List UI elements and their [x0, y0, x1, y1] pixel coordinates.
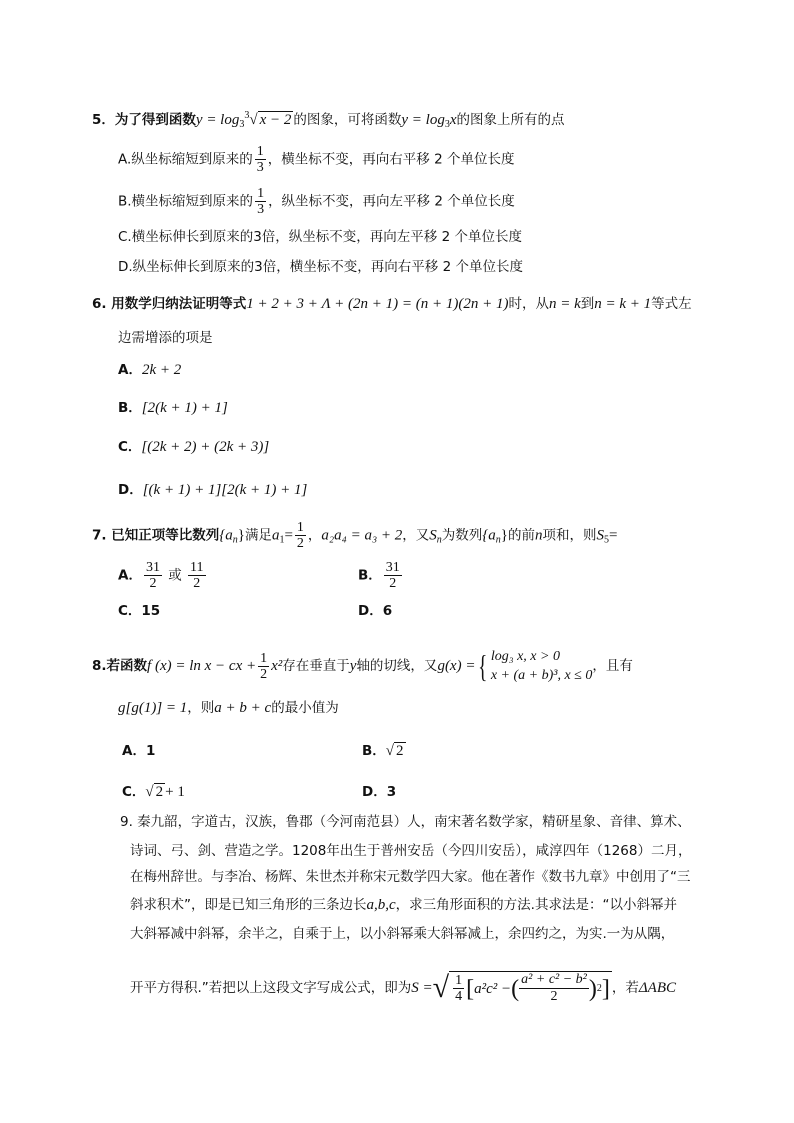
fraction: $\frac{1}{2}$	[296, 520, 304, 551]
q7-option-b: B． $\frac{31}{2}$	[358, 560, 400, 591]
q5-option-a: A.纵坐标缩短到原来的 $\frac{1}{3}$ ，横坐标不变，再向右平移 2 个单位长度	[118, 144, 515, 175]
q7-option-c: C．15	[118, 603, 161, 619]
q9-line-5: 大斜幂减中斜幂，余半之，自乘于上，以小斜幂乘大斜幂减上，余四约之，为实.一为从隅，	[130, 926, 675, 942]
q9-line-4: 斜求积术”，即是已知三角形的三条边长a,b,c，求三角形面积的方法.其求法是：“以小斜幂并	[130, 897, 677, 913]
piecewise-cases: log₃ x, x > 0 x + (a + b)³, x ≤ 0	[490, 649, 593, 683]
q6-option-c: C．[(2k + 2) + (2k + 3)]	[118, 439, 270, 455]
q7-stem: 7. 已知正项等比数列$\{a_n\}$满足$a_1=$ $\frac{1}{2}$ ，a₂a₄ = a₃ + 2，又$S_n$为数列$\{a_n\}$的前n项和，则$S_5=$	[92, 520, 618, 551]
q8-stem: 8.若函数f (x) = ln x − cx + $\frac{1}{2}$ x²存在垂直于y轴的切线，又g(x) ={ log₃ x, x > 0 x + (a + b)³, x ≤ 0 ，且有	[92, 648, 633, 684]
q5-stem: 5．为了得到函数$y = \log_3^3√$ x − 2 的图象，可将函数$y = \log_3x$的图象上所有的点	[92, 110, 565, 130]
q7-option-d: D．6	[358, 603, 393, 619]
q8-option-a: A．1	[122, 743, 156, 759]
q8-option-b: B．√ 2	[362, 743, 404, 759]
q7-option-a: A． $\frac{31}{2}$ 或 $\frac{11}{2}$	[118, 560, 204, 591]
q5-option-c: C.横坐标伸长到原来的3倍，纵坐标不变，再向左平移 2 个单位长度	[118, 229, 522, 245]
q9-line-1: 9. 秦九韶，字道古，汉族，鲁郡（今河南范县）人，南宋著名数学家，精研星象、音律、算术、	[120, 814, 691, 830]
q9-line-3: 在梅州辞世。与李冶、杨辉、朱世杰并称宋元数学四大家。他在著作《数书九章》中创用了“三	[130, 869, 691, 885]
q8-option-d: D．3	[362, 784, 397, 800]
herons-formula: $\frac{1}{4}$ [ a²c² − ( $\frac{\text{a² + c² − b²}}{2}$ ) 2 ]	[449, 971, 612, 1005]
fraction: $\frac{1}{3}$	[257, 186, 265, 217]
q8-stem-line2: g[g(1)] = 1，则a + b + c的最小值为	[118, 700, 339, 716]
q6-stem: 6. 用数学归纳法证明等式1 + 2 + 3 + Λ + (2n + 1) = (n + 1)(2n + 1)时，从n = k到n = k + 1等式左	[92, 296, 692, 312]
q6-option-a: A．2k + 2	[118, 362, 182, 378]
q9-line-2: 诗词、弓、剑、营造之学。1208年出生于普州安岳（今四川安岳），咸淳四年（1268）二月，	[130, 843, 692, 859]
q6-stem-line2: 边需增添的项是	[118, 330, 213, 346]
q6-option-b: B．[2(k + 1) + 1]	[118, 400, 228, 416]
q9-line-6: 开平方得积.”若把以上这段文字写成公式，即为S =√ $\frac{1}{4}$ [ a²c² − ( $\frac{\text{a² + c² − b²}}{2}$ ) 2 ] ，若ΔABC	[130, 971, 677, 1004]
q5-option-b: B.横坐标缩短到原来的 $\frac{1}{3}$ ，纵坐标不变，再向左平移 2 个单位长度	[118, 186, 515, 217]
fraction: $\frac{1}{3}$	[256, 144, 264, 175]
q6-option-d: D．[(k + 1) + 1][2(k + 1) + 1]	[118, 482, 308, 498]
q8-option-c: C．√ 2 + 1	[122, 784, 185, 800]
q5-option-d: D.纵坐标伸长到原来的3倍，横坐标不变，再向右平移 2 个单位长度	[118, 259, 523, 275]
